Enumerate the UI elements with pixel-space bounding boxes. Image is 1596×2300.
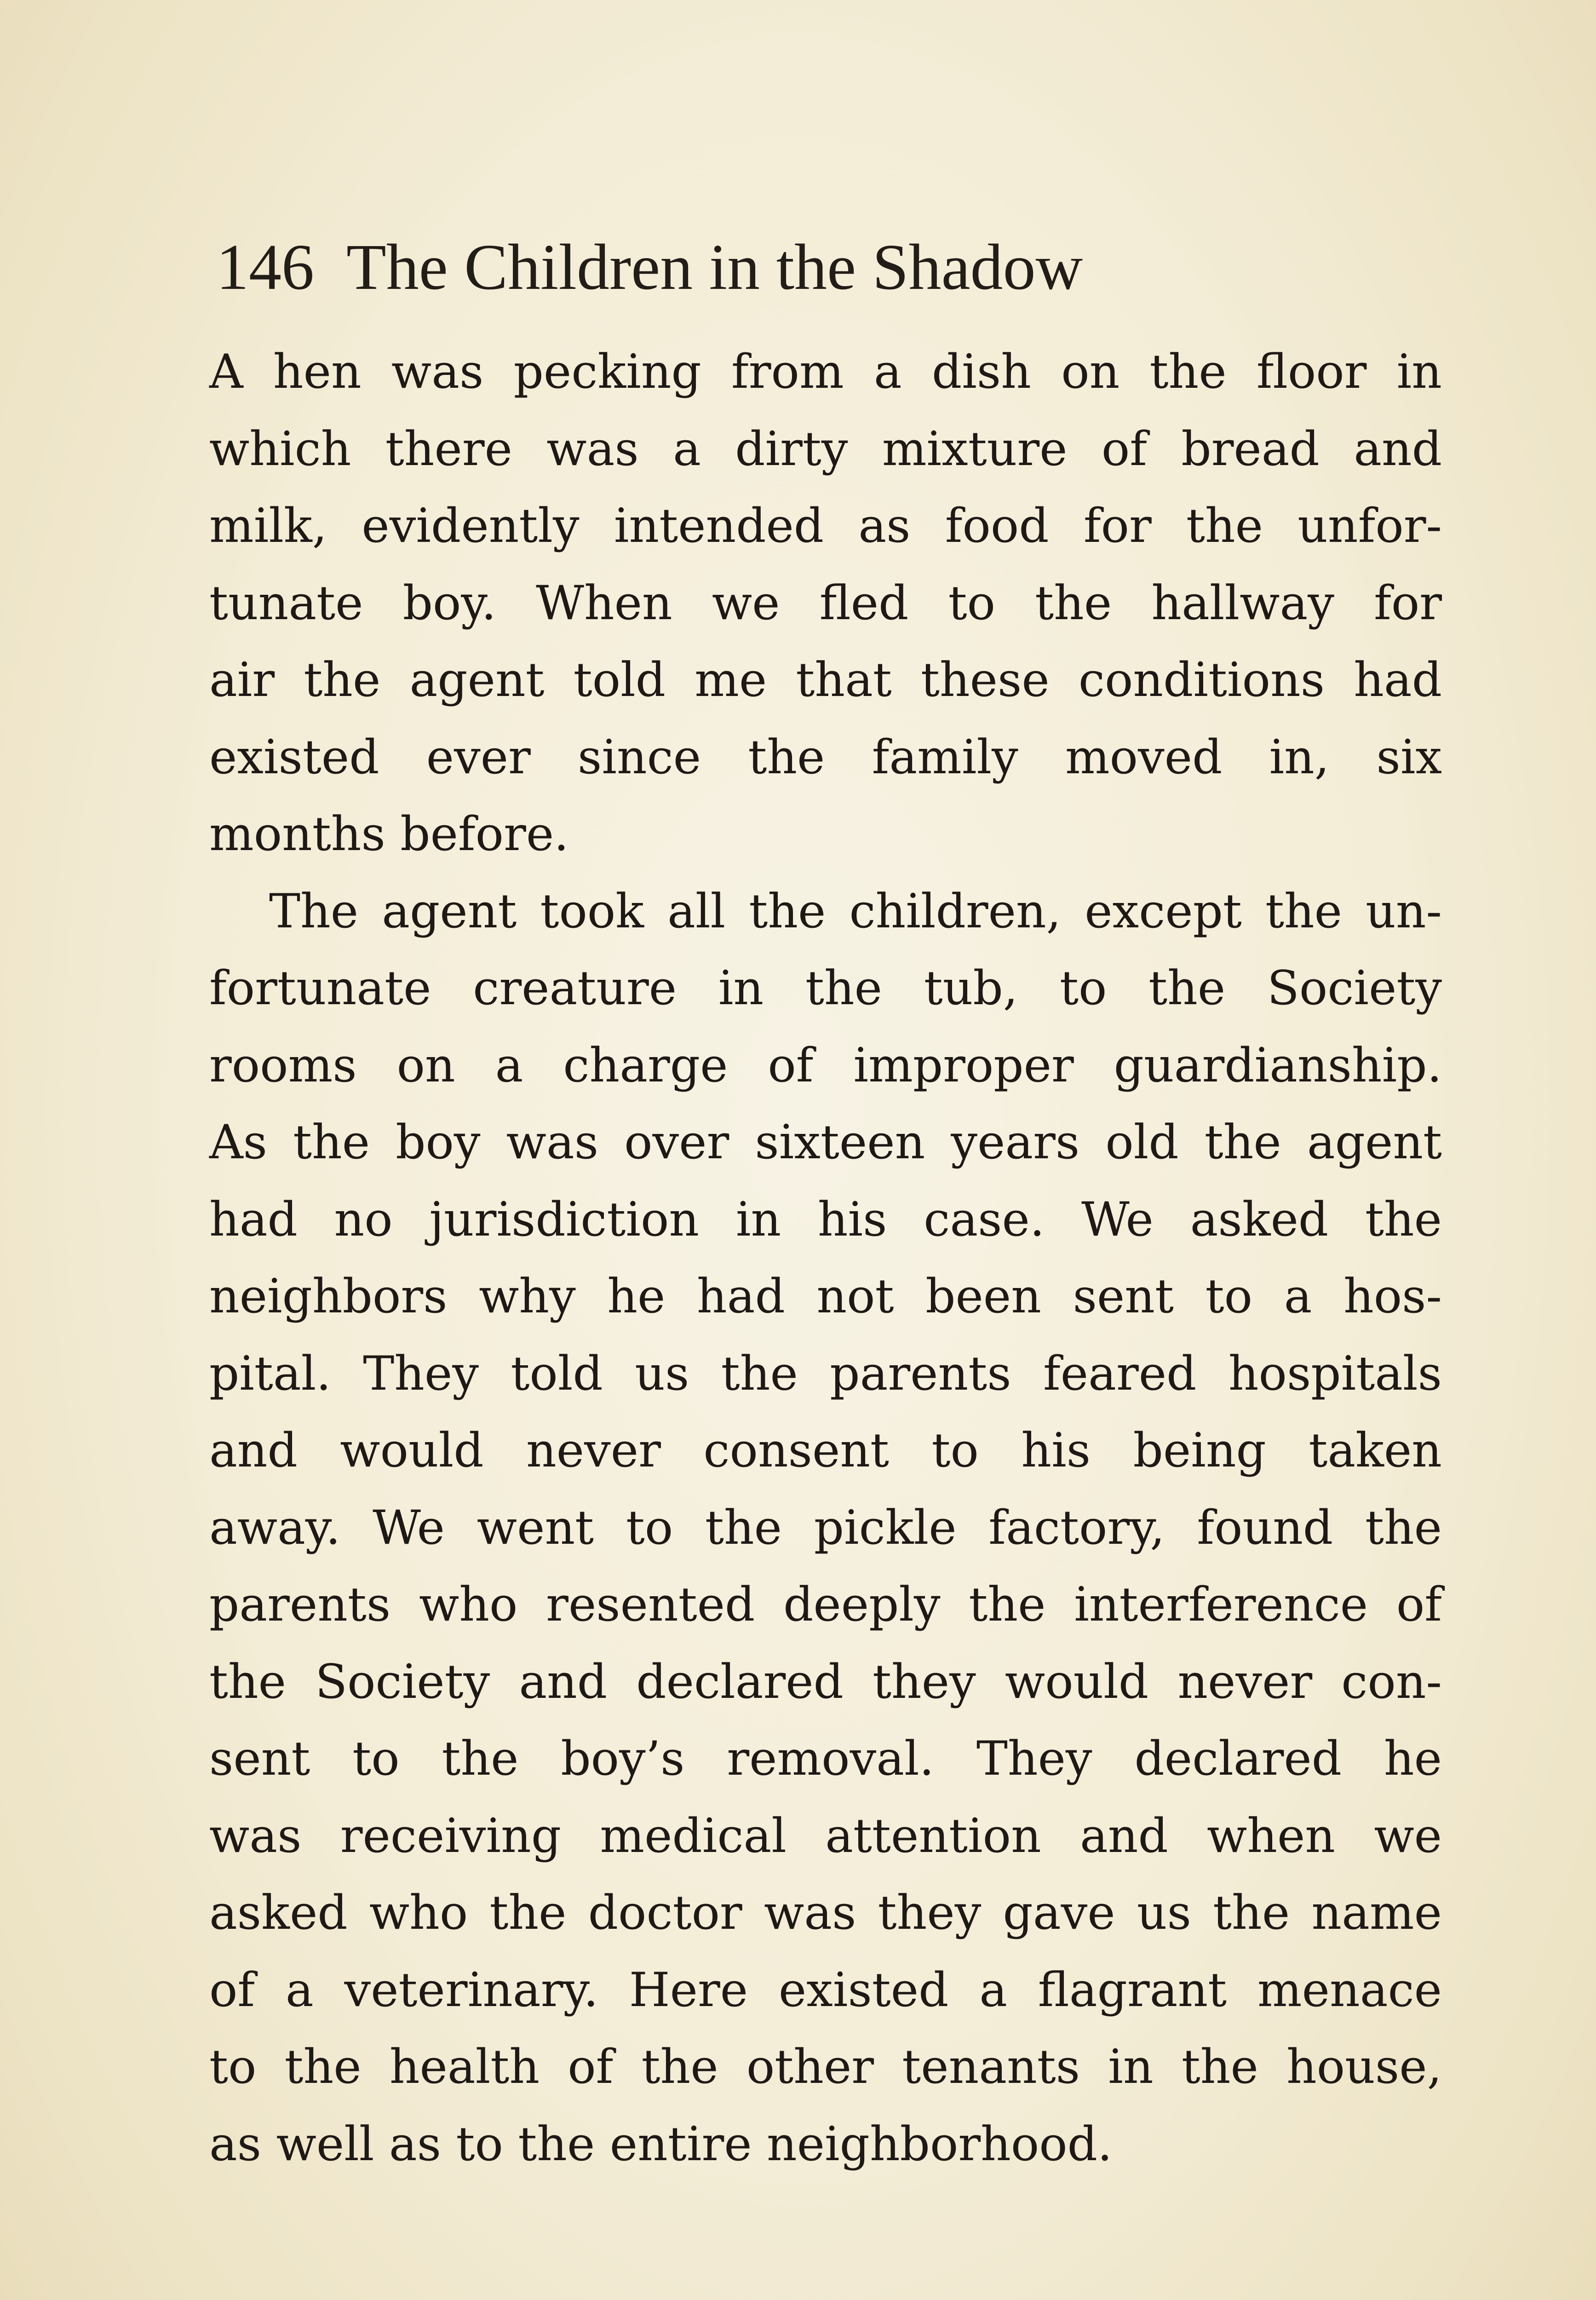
page-number: 146 bbox=[216, 230, 314, 303]
text-line: which there was a dirty mixture of bread and bbox=[209, 421, 1442, 477]
text-line: parents who resented deeply the interference of bbox=[209, 1577, 1442, 1632]
text-line: the Society and declared they would never con- bbox=[209, 1654, 1442, 1709]
running-title: The Children in the Shadow bbox=[346, 230, 1083, 303]
text-line: rooms on a charge of improper guardianship. bbox=[209, 1038, 1442, 1093]
text-line: A hen was pecking from a dish on the floor in bbox=[209, 345, 1442, 399]
text-line: was receiving medical attention and when we bbox=[209, 1808, 1442, 1863]
paragraph-2 bbox=[209, 873, 1442, 2183]
text-line: as well as to the entire neighborhood. bbox=[209, 2116, 1113, 2172]
text-line: had no jurisdiction in his case. We asked the bbox=[209, 1192, 1442, 1247]
running-head bbox=[216, 225, 1320, 308]
text-line: milk, evidently intended as food for the unfor- bbox=[209, 499, 1442, 553]
text-line: existed ever since the family moved in, six bbox=[209, 730, 1442, 785]
text-line: asked who the doctor was they gave us the name bbox=[209, 1886, 1442, 1940]
text-line: sent to the boy’s removal. They declared he bbox=[209, 1731, 1442, 1786]
text-line: and would never consent to his being taken bbox=[209, 1423, 1442, 1478]
text-line: pital. They told us the parents feared hospitals bbox=[209, 1346, 1442, 1401]
text-line: to the health of the other tenants in the house, bbox=[209, 2040, 1442, 2094]
text-line: air the agent told me that these conditions had bbox=[209, 653, 1442, 707]
text-line: months before. bbox=[209, 807, 569, 862]
paragraph-1 bbox=[209, 334, 1442, 873]
text-line: fortunate creature in the tub, to the Society bbox=[209, 961, 1442, 1016]
text-line: tunate boy. When we fled to the hallway for bbox=[209, 575, 1442, 631]
text-line: As the boy was over sixteen years old the agent bbox=[209, 1115, 1442, 1170]
text-line: away. We went to the pickle factory, found the bbox=[209, 1500, 1442, 1555]
text-line: of a veterinary. Here existed a flagrant menace bbox=[209, 1962, 1442, 2018]
text-line: neighbors why he had not been sent to a hos- bbox=[209, 1269, 1442, 1324]
body-text bbox=[209, 334, 1442, 2183]
text-line: The agent took all the children, except the un- bbox=[269, 884, 1442, 939]
